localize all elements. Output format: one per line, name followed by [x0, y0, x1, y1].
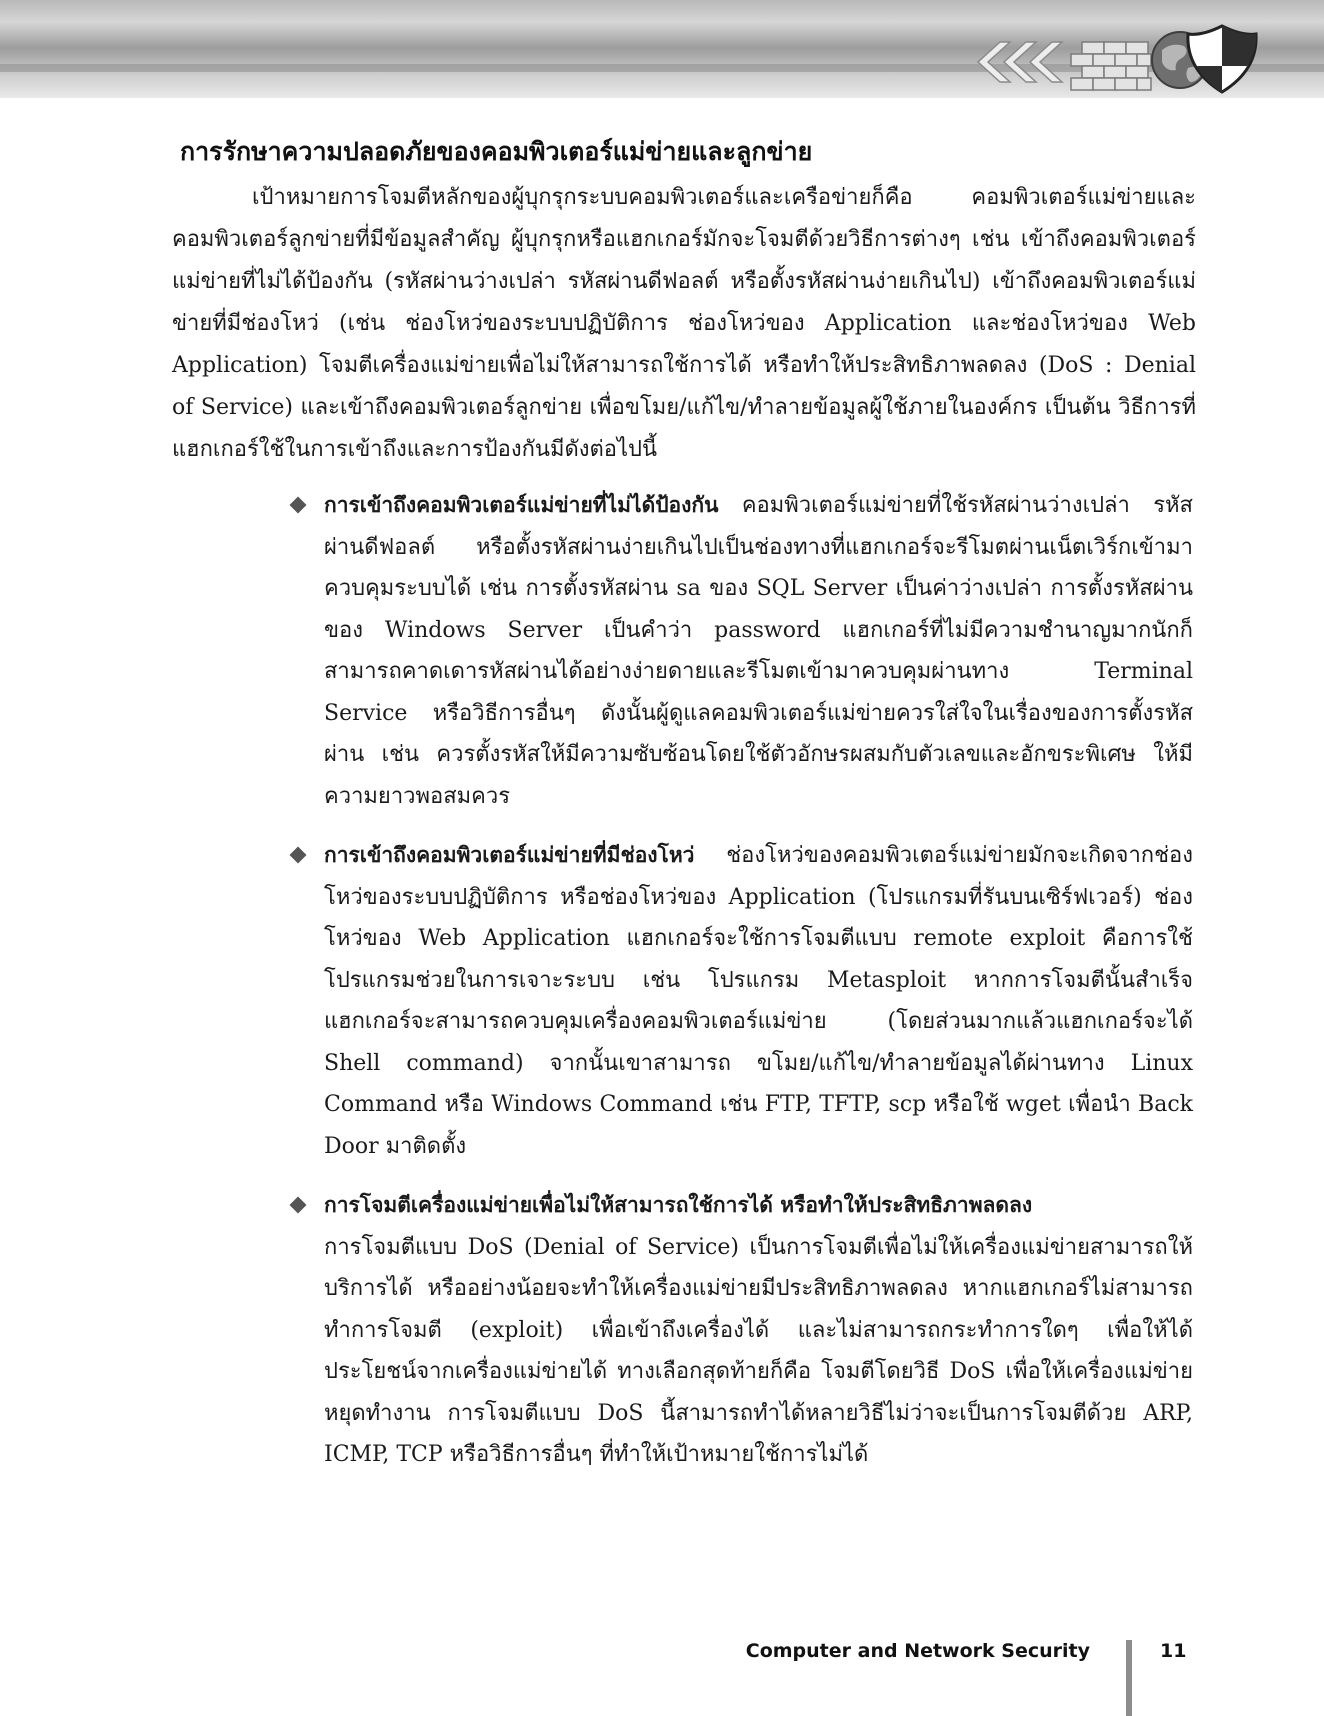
page-number: 11 [1160, 1640, 1187, 1662]
bullet-list [288, 485, 1193, 1494]
diamond-bullet-icon [290, 847, 307, 864]
diamond-bullet-icon [290, 497, 307, 514]
list-item [288, 485, 1193, 817]
bullet-title: การเข้าถึงคอมพิวเตอร์แม่ข่ายที่ไม่ได้ป้องกัน [324, 493, 719, 517]
chevron-arrows-icon [978, 42, 1062, 82]
list-item [288, 835, 1193, 1167]
page-header-band [0, 0, 1324, 98]
bullet-body: ช่องโหว่ของคอมพิวเตอร์แม่ข่ายมักจะเกิดจากช่องโหว่ของระบบปฏิบัติการ หรือช่องโหว่ของ Application (โปรแกรมที่รันบนเซิร์ฟเวอร์) ช่องโหว่ของ Web Application แฮกเกอร์จะใช้การโจมตีแบบ remote exploit คือการใช้โปรแกรมช่วยในการเจาะระบบ เช่น โปรแกรม Metasploit หากการโจมตีนั้นสำเร็จแฮกเกอร์จะสามารถควบคุมเครื่องคอมพิวเตอร์แม่ข่าย (โดยส่วนมากแล้วแฮกเกอร์จะได้ Shell command) จากนั้นเขาสามารถ ขโมย/แก้ไข/ทำลายข้อมูลได้ผ่านทาง Linux Command หรือ Windows Command เช่น FTP, TFTP, scp หรือใช้ wget เพื่อนำ Back Door มาติดตั้ง [324, 843, 1193, 1159]
diamond-bullet-icon [290, 1197, 307, 1214]
intro-paragraph: เป้าหมายการโจมตีหลักของผู้บุกรุกระบบคอมพิวเตอร์และเครือข่ายก็คือ คอมพิวเตอร์แม่ข่ายและคอมพิวเตอร์ลูกข่ายที่มีข้อมูลสำคัญ ผู้บุกรุกหรือแฮกเกอร์มักจะโจมตีด้วยวิธีการต่างๆ เช่น เข้าถึงคอมพิวเตอร์แม่ข่ายที่ไม่ได้ป้องกัน (รหัสผ่านว่างเปล่า รหัสผ่านดีฟอลต์ หรือตั้งรหัสผ่านง่ายเกินไป) เข้าถึงคอมพิวเตอร์แม่ข่ายที่มีช่องโหว่ (เช่น ช่องโหว่ของระบบปฏิบัติการ ช่องโหว่ของ Application และช่องโหว่ของ Web Application) โจมตีเครื่องแม่ข่ายเพื่อไม่ให้สามารถใช้การได้ หรือทำให้ประสิทธิภาพลดลง (DoS : Denial of Service) และเข้าถึงคอมพิวเตอร์ลูกข่าย เพื่อขโมย/แก้ไข/ทำลายข้อมูลผู้ใช้ภายในองค์กร เป็นต้น วิธีการที่แฮกเกอร์ใช้ในการเข้าถึงและการป้องกันมีดังต่อไปนี้ [172, 185, 1196, 462]
footer-divider [1126, 1640, 1132, 1716]
section-title: การรักษาความปลอดภัยของคอมพิวเตอร์แม่ข่ายและลูกข่าย [180, 137, 813, 166]
list-item [288, 1185, 1193, 1476]
bullet-body: คอมพิวเตอร์แม่ข่ายที่ใช้รหัสผ่านว่างเปล่า รหัสผ่านดีฟอลต์ หรือตั้งรหัสผ่านง่ายเกินไปเป็นช่องทางที่แฮกเกอร์จะรีโมตผ่านเน็ตเวิร์กเข้ามาควบคุมระบบได้ เช่น การตั้งรหัสผ่าน sa ของ SQL Server เป็นค่าว่างเปล่า การตั้งรหัสผ่านของ Windows Server เป็นคำว่า password แฮกเกอร์ที่ไม่มีความชำนาญมากนักก็สามารถคาดเดารหัสผ่านได้อย่างง่ายดายและรีโมตเข้ามาควบคุมผ่านทาง Terminal Service หรือวิธีการอื่นๆ ดังนั้นผู้ดูแลคอมพิวเตอร์แม่ข่ายควรใส่ใจในเรื่องของการตั้งรหัสผ่าน เช่น ควรตั้งรหัสให้มีความซับซ้อนโดยใช้ตัวอักษรผสมกับตัวเลขและอักขระพิเศษ ให้มีความยาวพอสมควร [324, 493, 1193, 809]
brick-wall-icon [1071, 42, 1151, 90]
bullet-title: การเข้าถึงคอมพิวเตอร์แม่ข่ายที่มีช่องโหว่ [324, 843, 695, 867]
footer-book-title: Computer and Network Security [745, 1640, 1090, 1662]
bullet-title: การโจมตีเครื่องแม่ข่ายเพื่อไม่ให้สามารถใช้การได้ หรือทำให้ประสิทธิภาพลดลง [324, 1193, 1033, 1217]
header-artwork [930, 12, 1260, 96]
bullet-body: การโจมตีแบบ DoS (Denial of Service) เป็นการโจมตีเพื่อไม่ให้เครื่องแม่ข่ายสามารถให้บริการได้ หรืออย่างน้อยจะทำให้เครื่องแม่ข่ายมีประสิทธิภาพลดลง หากแฮกเกอร์ไม่สามารถทำการโจมตี (exploit) เพื่อเข้าถึงเครื่องได้ และไม่สามารถกระทำการใดๆ เพื่อให้ได้ประโยชน์จากเครื่องแม่ข่ายได้ ทางเลือกสุดท้ายก็คือ โจมตีโดยวิธี DoS เพื่อให้เครื่องแม่ข่ายหยุดทำงาน การโจมตีแบบ DoS นี้สามารถทำได้หลายวิธีไม่ว่าจะเป็นการโจมตีด้วย ARP, ICMP, TCP หรือวิธีการอื่นๆ ที่ทำให้เป้าหมายใช้การไม่ได้ [324, 1234, 1193, 1467]
